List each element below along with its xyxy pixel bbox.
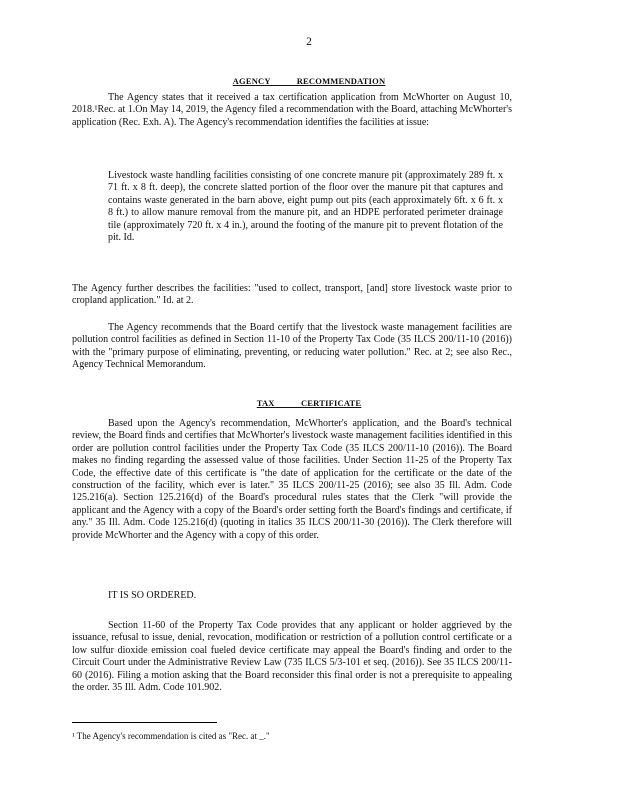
- paragraph-agency-describes: The Agency further describes the facilities: "used to collect, transport, [and] store livestock waste prior to cropland application." Id. at 2.: [72, 283, 512, 307]
- footnote-1: ¹ The Agency's recommendation is cited as "Rec. at _.": [72, 731, 270, 741]
- ordered-statement: IT IS SO ORDERED.: [108, 590, 197, 601]
- page-number: 2: [306, 36, 312, 48]
- paragraph-appeal-rights: Section 11-60 of the Property Tax Code provides that any applicant or holder aggrieved by the issuance, refusal to issue, denial, revocation, modification or restriction of a pollution control certificate or a low sulfur dioxide emission coal fueled device certificate may appeal the Board's finding and order to the Circuit Court under the Administrative Review Law (735 ILCS 5/3-101 et seq. (2016)). See 35 ILCS 200/11-60 (2016). Filing a motion asking that the Board reconsider this final order is not a prerequisite to appealing the order. 35 Ill. Adm. Code 101.902.: [72, 620, 512, 694]
- section-heading-tax-certificate: TAX CERTIFICATE: [256, 398, 362, 408]
- paragraph-tax-certificate: Based upon the Agency's recommendation, McWhorter's application, and the Board's technical review, the Board finds and certifies that McWhorter's livestock waste management facilities identified in this order are pollution control facilities under the Property Tax Code (35 ILCS 200/11-10 (2016)). The Board makes no finding regarding the assessed value of those facilities. Under Section 11-25 of the Property Tax Code, the effective date of this certificate is "the date of application for the certificate or the date of the construction of the facility, which ever is later." 35 ILCS 200/11-25 (2016); see also 35 Ill. Adm. Code 125.216(a). Section 125.216(d) of the Board's procedural rules states that the Clerk "will provide the applicant and the Agency with a copy of the Board's order setting forth the Board's findings and certificate, if any." 35 Ill. Adm. Code 125.216(d) (quoting in italics 35 ILCS 200/11-30 (2016)). The Clerk therefore will provide McWhorter and the Agency with a copy of this order.: [72, 418, 512, 541]
- paragraph-agency-recommends: The Agency recommends that the Board certify that the livestock waste management facilities are pollution control facilities as defined in Section 11-10 of the Property Tax Code (35 ILCS 200/11-10 (2016)) with the "primary purpose of eliminating, preventing, or reducing water pollution." Rec. at 2; see also Rec., Agency Technical Memorandum.: [72, 322, 512, 371]
- block-quote-facilities: Livestock waste handling facilities consisting of one concrete manure pit (approximately 289 ft. x 71 ft. x 8 ft. deep), the concrete slatted portion of the floor over the manure pit that captures and contains waste generated in the barn above, eight pump out pits (each approximately 6ft. x 6 ft. x 8 ft.) to allow manure removal from the manure pit, and an HDPE perforated perimeter drainage tile (approximately 720 ft. x 4 in.), around the footing of the manure pit to prevent flotation of the pit. Id.: [108, 170, 503, 244]
- footnote-divider: [72, 722, 217, 723]
- paragraph-agency-received: The Agency states that it received a tax certification application from McWhorter on August 10, 2018.¹Rec. at 1.On May 14, 2019, the Agency filed a recommendation with the Board, attaching McWhorter's application (Rec. Exh. A). The Agency's recommendation identifies the facilities at issue:: [72, 92, 512, 128]
- section-heading-agency-recommendation: AGENCY RECOMMENDATION: [232, 76, 386, 86]
